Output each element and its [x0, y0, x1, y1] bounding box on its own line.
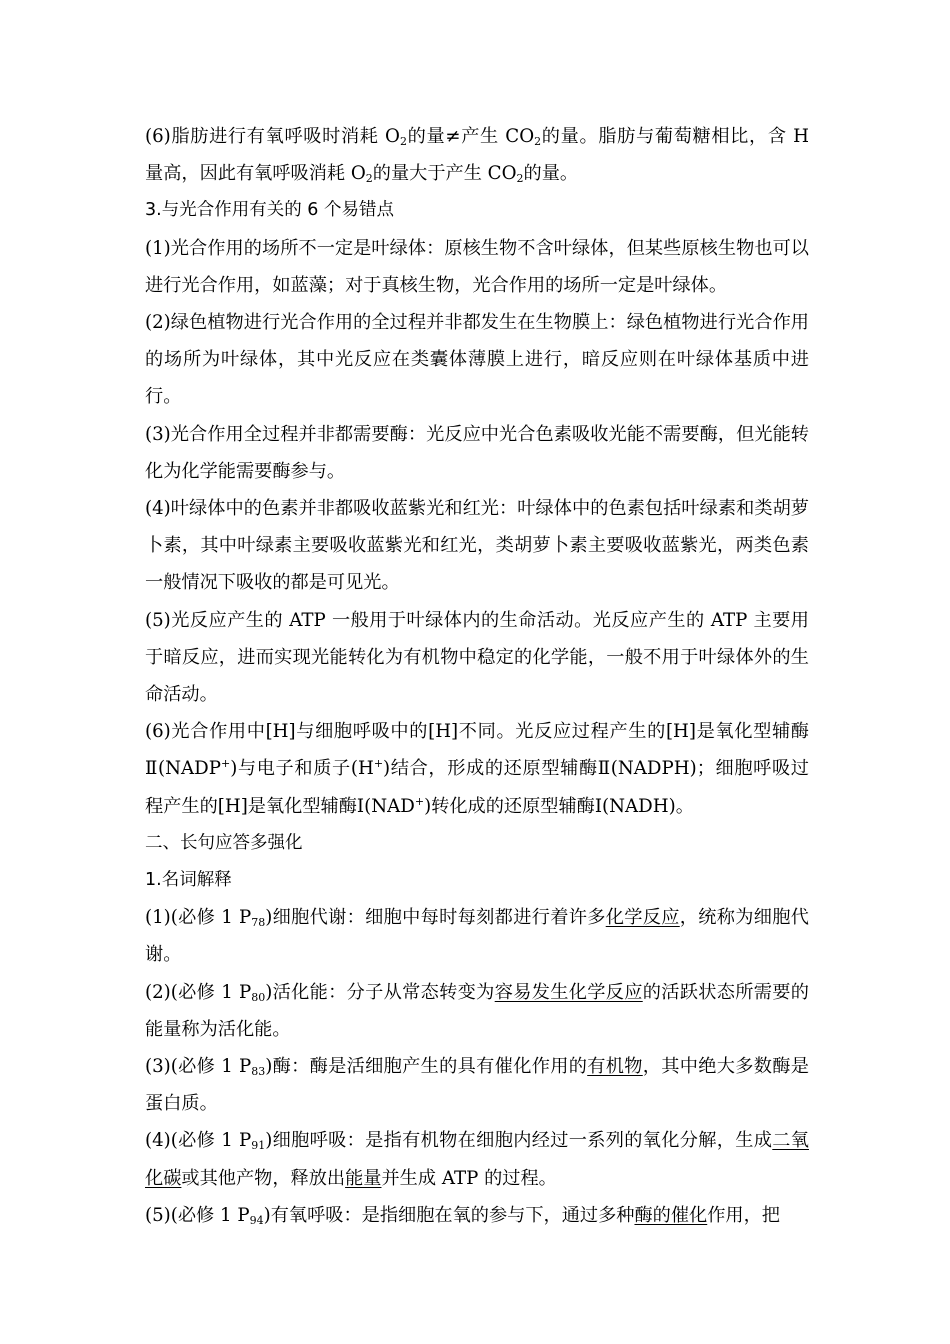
section-heading-photosynthesis: 3.与光合作用有关的 6 个易错点 — [145, 200, 394, 221]
paragraph-point-5: (5)光反应产生的 ATP 一般用于叶绿体内的生命活动。光反应产生的 ATP 主要用于暗反应，进而实现光能转化为有机物中稳定的化学能，一般不用于叶绿体外的生命活动。 — [145, 609, 809, 706]
definition-cell-respiration: (4)(必修 1 $P_{91}$)细胞呼吸：是指有机物在细胞内经过一系列的氧化分解，生成二氧化碳或其他产物，释放出能量并生成 ATP 的过程。 — [145, 1130, 809, 1189]
subsection-heading-definitions: 1.名词解释 — [145, 870, 232, 891]
underlined-answer: 容易发生化学反应 — [494, 981, 643, 1003]
underlined-answer: 有机物 — [587, 1056, 643, 1078]
document-content — [145, 118, 809, 1234]
definition-enzyme: (3)(必修 1 $P_{83}$)酶：酶是活细胞产生的具有催化作用的有机物，其中绝大多数酶是蛋白质。 — [145, 1056, 809, 1115]
paragraph-point-4: (4)叶绿体中的色素并非都吸收蓝紫光和红光：叶绿体中的色素包括叶绿素和类胡萝卜素，其中叶绿素主要吸收蓝紫光和红光，类胡萝卜素主要吸收蓝紫光，两类色素一般情况下吸收的都是可见光。 — [145, 498, 809, 594]
paragraph-point-3: (3)光合作用全过程并非都需要酶：光反应中光合色素吸收光能不需要酶，但光能转化为化学能需要酶参与。 — [145, 423, 809, 482]
paragraph-point-6: (6)光合作用中[H]与细胞呼吸中的[H]不同。光反应过程产生的[H]是氧化型辅酶Ⅱ(NADP+)与电子和质子(H+)结合，形成的还原型辅酶Ⅱ(NADPH)；细胞呼吸过程产生的[H]是氧化型辅酶Ⅰ(NAD+)转化成的还原型辅酶Ⅰ(NADH)。 — [145, 721, 809, 817]
definition-aerobic-respiration: (5)(必修 1 $P_{94}$)有氧呼吸：是指细胞在氧的参与下，通过多种酶的催化作用，把 — [145, 1204, 780, 1227]
paragraph-point-2: (2)绿色植物进行光合作用的全过程并非都发生在生物膜上：绿色植物进行光合作用的场所为叶绿体，其中光反应在类囊体薄膜上进行，暗反应则在叶绿体基质中进行。 — [145, 312, 809, 408]
paragraph-point-1: (1)光合作用的场所不一定是叶绿体：原核生物不含叶绿体，但某些原核生物也可以进行光合作用，如蓝藻；对于真核生物，光合作用的场所一定是叶绿体。 — [145, 237, 809, 296]
definition-cell-metabolism: (1)(必修 1 $P_{78}$)细胞代谢：细胞中每时每刻都进行着许多化学反应，统称为细胞代谢。 — [145, 907, 809, 966]
underlined-answer: 二氧化碳 — [145, 1130, 809, 1189]
underlined-answer: 化学反应 — [605, 907, 680, 929]
underlined-answer: 能量 — [345, 1167, 382, 1189]
definition-activation-energy: (2)(必修 1 $P_{80}$)活化能：分子从常态转变为容易发生化学反应的活跃状态所需要的能量称为活化能。 — [145, 981, 809, 1040]
underlined-answer: 酶的催化 — [634, 1204, 708, 1226]
paragraph-fat-respiration: (6)脂肪进行有氧呼吸时消耗 $O_2$的量≠产生 $CO_2$的量。脂肪与葡萄糖相比，含 H 量高，因此有氧呼吸消耗 $O_2$的量大于产生 $CO_2$的量。 — [145, 126, 809, 186]
section-heading-long-answers: 二、长句应答多强化 — [145, 832, 303, 853]
